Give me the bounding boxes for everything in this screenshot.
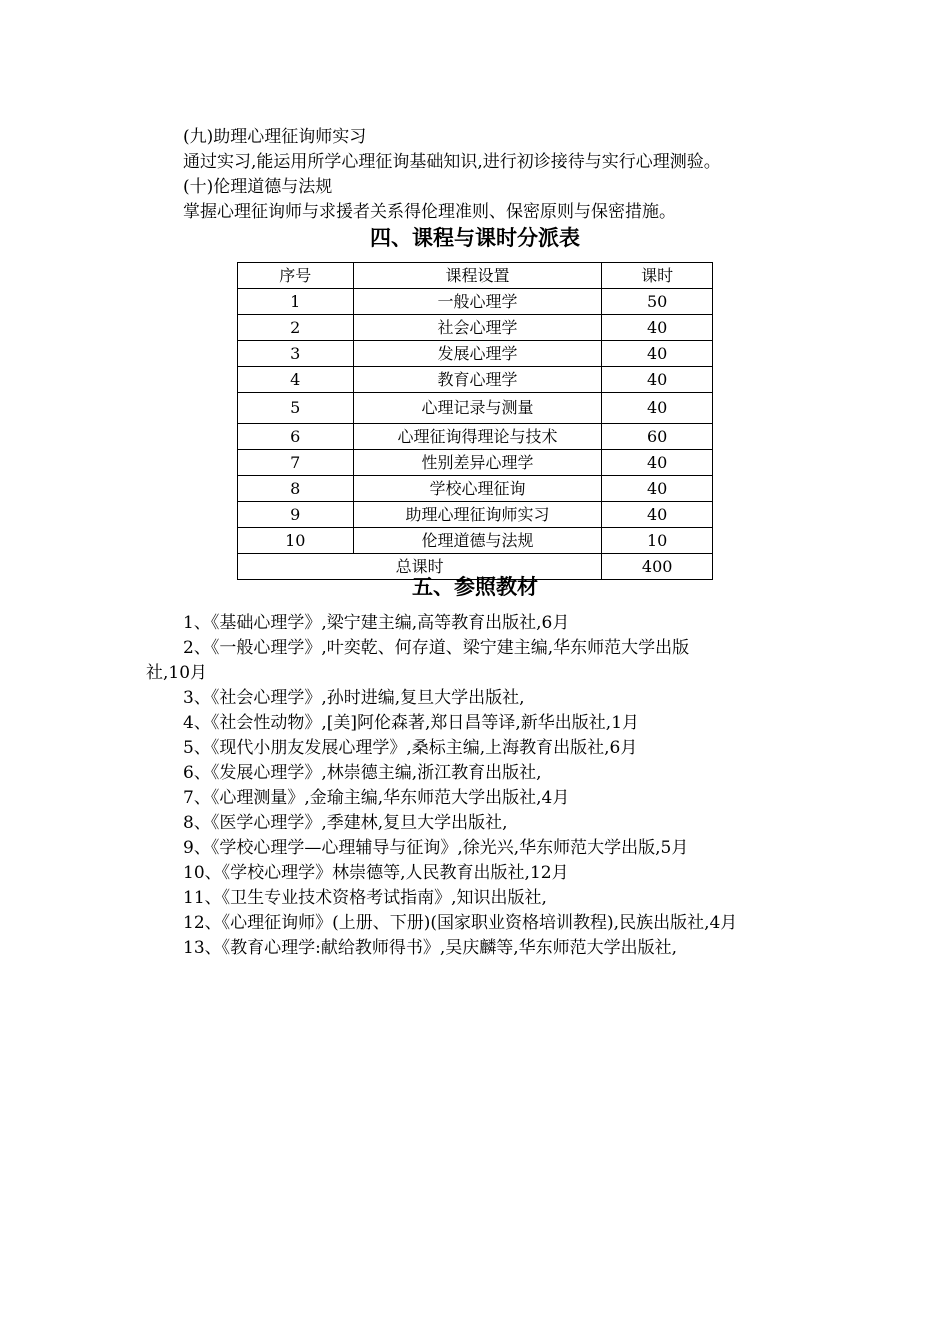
table-row (238, 393, 713, 424)
row-course: 心理征询得理论与技术 (353, 424, 602, 450)
row-number: 1 (238, 289, 354, 315)
row-hours: 40 (602, 450, 713, 476)
row-course: 一般心理学 (353, 289, 602, 315)
row-course: 社会心理学 (353, 315, 602, 341)
section-10-body: 掌握心理征询师与求援者关系得伦理准则、保密原则与保密措施。 (183, 202, 676, 222)
row-hours: 40 (602, 341, 713, 367)
row-number: 9 (238, 502, 354, 528)
table-row (238, 502, 713, 528)
reference-item: 8、《医学心理学》,季建林,复旦大学出版社, (183, 813, 508, 833)
table-row (238, 450, 713, 476)
row-hours: 40 (602, 502, 713, 528)
row-number: 3 (238, 341, 354, 367)
table-row (238, 367, 713, 393)
reference-item: 13、《教育心理学:献给教师得书》,吴庆麟等,华东师范大学出版社, (183, 938, 678, 958)
total-hours: 400 (602, 554, 713, 580)
row-number: 6 (238, 424, 354, 450)
header-cell: 课程设置 (353, 263, 602, 289)
section-9-title: (九)助理心理征询师实习 (183, 127, 367, 147)
reference-item: 2、《一般心理学》,叶奕乾、何存道、梁宁建主编,华东师范大学出版 (183, 638, 690, 658)
reference-item: 12、《心理征询师》(上册、下册)(国家职业资格培训教程),民族出版社,4月 (183, 913, 738, 933)
reference-item: 1、《基础心理学》,梁宁建主编,高等教育出版社,6月 (183, 613, 570, 633)
row-hours: 40 (602, 367, 713, 393)
reference-item: 7、《心理测量》,金瑜主编,华东师范大学出版社,4月 (183, 788, 570, 808)
reference-item: 11、《卫生专业技术资格考试指南》,知识出版社, (183, 888, 547, 908)
row-number: 4 (238, 367, 354, 393)
table-row (238, 424, 713, 450)
row-course: 助理心理征询师实习 (353, 502, 602, 528)
reference-item: 9、《学校心理学—心理辅导与征询》,徐光兴,华东师范大学出版,5月 (183, 838, 689, 858)
total-label: 总课时 (238, 554, 602, 580)
table-row (238, 341, 713, 367)
row-course: 学校心理征询 (353, 476, 602, 502)
row-hours: 10 (602, 528, 713, 554)
row-hours: 50 (602, 289, 713, 315)
row-course: 性别差异心理学 (353, 450, 602, 476)
reference-item: 3、《社会心理学》,孙时进编,复旦大学出版社, (183, 688, 525, 708)
row-hours: 40 (602, 315, 713, 341)
row-number: 7 (238, 450, 354, 476)
row-hours: 60 (602, 424, 713, 450)
reference-item: 10、《学校心理学》林崇德等,人民教育出版社,12月 (183, 863, 569, 883)
section-9-body: 通过实习,能运用所学心理征询基础知识,进行初诊接待与实行心理测验。 (183, 152, 721, 172)
row-number: 10 (238, 528, 354, 554)
table-row (238, 528, 713, 554)
row-course: 发展心理学 (353, 341, 602, 367)
table-row (238, 476, 713, 502)
header-cell: 序号 (238, 263, 354, 289)
row-course: 心理记录与测量 (353, 393, 602, 424)
row-hours: 40 (602, 476, 713, 502)
reference-item-continuation: 社,10月 (146, 663, 208, 683)
references-heading: 五、参照教材 (412, 575, 538, 599)
section-10-title: (十)伦理道德与法规 (183, 177, 333, 197)
table-header-row (238, 263, 713, 289)
row-course: 教育心理学 (353, 367, 602, 393)
row-hours: 40 (602, 393, 713, 424)
reference-item: 5、《现代小朋友发展心理学》,桑标主编,上海教育出版社,6月 (183, 738, 638, 758)
row-number: 5 (238, 393, 354, 424)
table-row (238, 289, 713, 315)
header-cell: 课时 (602, 263, 713, 289)
table-row (238, 315, 713, 341)
row-number: 2 (238, 315, 354, 341)
reference-item: 4、《社会性动物》,[美]阿伦森著,郑日昌等译,新华出版社,1月 (183, 713, 640, 733)
row-number: 8 (238, 476, 354, 502)
course-hours-table (237, 262, 713, 580)
table-heading: 四、课程与课时分派表 (370, 226, 580, 250)
row-course: 伦理道德与法规 (353, 528, 602, 554)
reference-item: 6、《发展心理学》,林崇德主编,浙江教育出版社, (183, 763, 542, 783)
